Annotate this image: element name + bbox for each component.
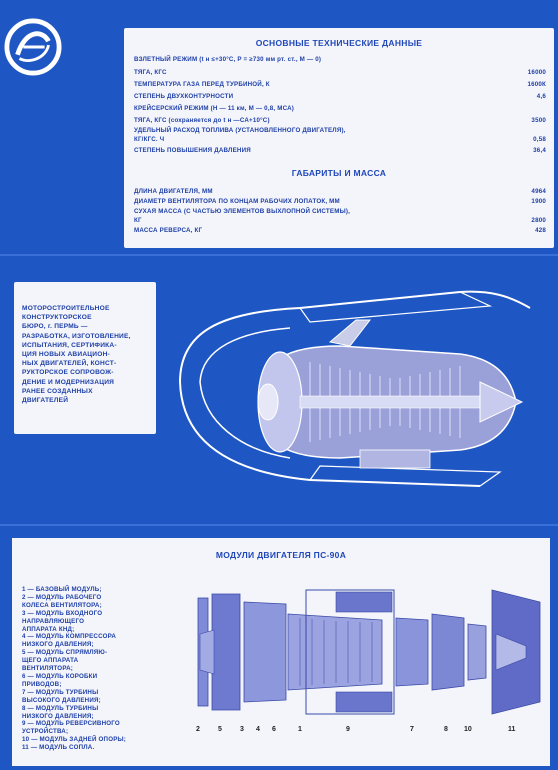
dims-row: КГ 2800 — [134, 217, 546, 224]
spec-row: ТЕМПЕРАТУРА ГАЗА ПЕРЕД ТУРБИНОЙ, К 1600К — [134, 81, 546, 88]
dims-row: СУХАЯ МАССА (С ЧАСТЬЮ ЭЛЕМЕНТОВ ВЫХЛОПНОЙ СИСТЕМЫ), — [134, 208, 351, 215]
bureau-card — [14, 282, 156, 434]
modules-card — [12, 538, 550, 766]
module-number: 3 — [240, 726, 244, 733]
spec-row: СТЕПЕНЬ ПОВЫШЕНИЯ ДАВЛЕНИЯ 36,4 — [134, 147, 546, 154]
module-number: 4 — [256, 726, 260, 733]
module-number: 2 — [196, 726, 200, 733]
module-number: 5 — [218, 726, 222, 733]
specs-title: ОСНОВНЫЕ ТЕХНИЧЕСКИЕ ДАННЫЕ — [255, 38, 423, 48]
dims-row: ДЛИНА ДВИГАТЕЛЯ, ММ 4964 — [134, 188, 546, 195]
module-number: 7 — [410, 726, 414, 733]
module-number: 1 — [298, 726, 302, 733]
aviadvigatel-logo-icon — [4, 18, 62, 76]
spec-row: ТЯГА, КГС (сохраняется до t н —СА+10°С) 3500 — [134, 117, 546, 124]
dims-title: ГАБАРИТЫ И МАССА — [291, 168, 387, 178]
spec-row: КРЕЙСЕРСКИЙ РЕЖИМ (Н — 11 км, М — 0,8, МСА) — [134, 105, 295, 112]
modules-legend: 1 — БАЗОВЫЙ МОДУЛЬ; 2 — МОДУЛЬ РАБОЧЕГО КОЛЕСА ВЕНТИЛЯТОРА; 3 — МОДУЛЬ ВХОДНОГО НАПРАВЛЯЮЩЕГО АППАРАТА КНД; 4 — МОДУЛЬ КОМПРЕССОРА НИЗКОГО ДАВЛЕНИЯ; 5 — МОДУЛЬ СПРЯМЛЯЮ- ЩЕГО АППАРАТА ВЕНТИЛЯТОРА; 6 — МОДУЛЬ КОРОБКИ ПРИВОДОВ; 7 — МОДУЛЬ ТУРБИНЫ ВЫСОКОГО ДАВЛЕНИЯ; 8 — МОДУЛЬ ТУРБИНЫ НИЗКОГО ДАВЛЕНИЯ; 9 — МОДУЛЬ РЕВЕРСИВНОГО УСТРОЙСТВА; 10 — МОДУЛЬ ЗАДНЕЙ ОПОРЫ; 11 — МОДУЛЬ СОПЛА. — [22, 586, 127, 752]
modules-title: МОДУЛИ ДВИГАТЕЛЯ ПС-90А — [215, 550, 347, 560]
dims-row: ДИАМЕТР ВЕНТИЛЯТОРА ПО КОНЦАМ РАБОЧИХ ЛОПАТОК, ММ 1900 — [134, 198, 546, 205]
engine-cutaway-illustration — [160, 262, 550, 518]
spec-row: УДЕЛЬНЫЙ РАСХОД ТОПЛИВА (УСТАНОВЛЕННОГО ДВИГАТЕЛЯ), — [134, 127, 346, 134]
bureau-description: МОТОРОСТРОИТЕЛЬНОЕ КОНСТРУКТОРСКОЕ БЮРО, г. ПЕРМЬ — РАЗРАБОТКА, ИЗГОТОВЛЕНИЕ, ИСПЫТАНИЯ, СЕРТИФИКА- ЦИЯ НОВЫХ АВИАЦИОН- НЫХ ДВИГАТЕЛЕЙ, КОНСТ- РУКТОРСКОЕ СОПРОВОЖ- ДЕНИЕ И МОДЕРНИЗАЦИЯ РАНЕЕ СОЗДАННЫХ ДВИГАТЕЛЕЙ — [22, 305, 131, 405]
module-number: 10 — [464, 726, 472, 733]
takeoff-header: ВЗЛЕТНЫЙ РЕЖИМ (t н ≤+30°C, P = ≥730 мм рт. ст., M — 0) — [134, 56, 322, 63]
spec-row: КГ/КГС. Ч 0,58 — [134, 136, 546, 143]
spec-row: ТЯГА, КГС 16000 — [134, 69, 546, 76]
engine-modules-exploded-illustration — [196, 584, 548, 720]
specs-card — [124, 28, 554, 248]
spec-row: СТЕПЕНЬ ДВУХКОНТУРНОСТИ 4,6 — [134, 93, 546, 100]
module-number: 8 — [444, 726, 448, 733]
module-number: 9 — [346, 726, 350, 733]
module-number: 11 — [508, 726, 516, 733]
dims-row: МАССА РЕВЕРСА, КГ 428 — [134, 227, 546, 234]
module-number: 6 — [272, 726, 276, 733]
